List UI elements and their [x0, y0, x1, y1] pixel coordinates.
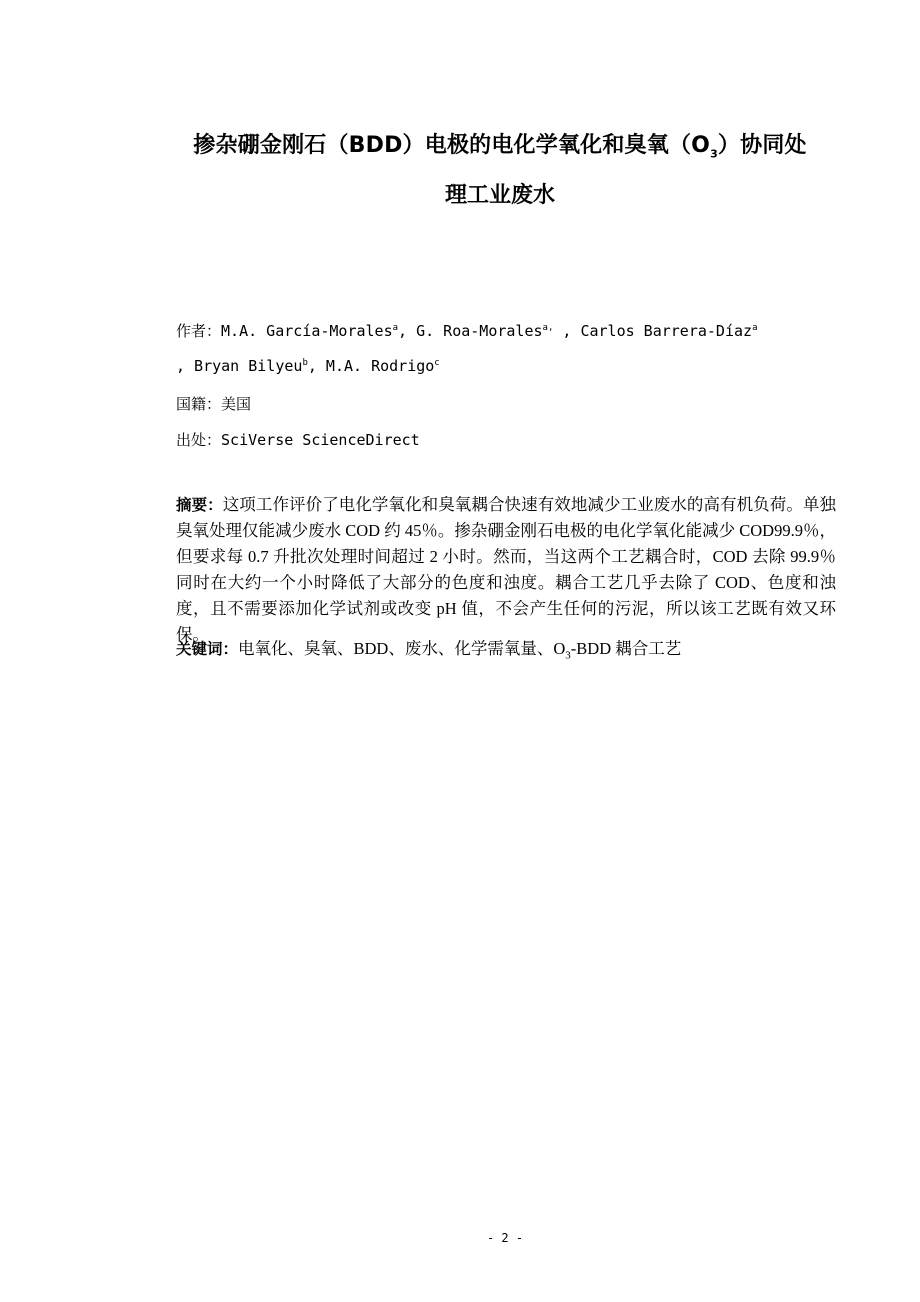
- paper-title-line-1: 掺杂硼金刚石（BDD）电极的电化学氧化和臭氧$(O_3)$协同处: [193, 133, 807, 161]
- abstract-paragraph: [176, 492, 836, 648]
- keywords-line: 关键词：电氧化、臭氧、BDD、废水、化学需氧量、$O_3$-BDD 耦合工艺: [176, 639, 682, 662]
- source-line: 出处：SciVerse ScienceDirect: [176, 431, 420, 449]
- nationality-line: 国籍：美国: [176, 395, 252, 413]
- keywords-label: 关键词：: [176, 640, 239, 658]
- page-number: - 2 -: [486, 1231, 524, 1245]
- abstract-text: 这项工作评价了电化学氧化和臭氧耦合快速有效地减少工业废水的高有机负荷。单独臭氧处理仅能减少废水 COD 约 45％。掺杂硼金刚石电极的电化学氧化能减少 COD99.9％，但要求每 0.7 升批次处理时间超过 2 小时。然而，当这两个工艺耦合时，COD 去除 99.9％同时在大约一个小时降低了大部分的色度和浊度。耦合工艺几乎去除了 COD、色度和浊度，且不需要添加化学试剂或改变 pH 值，不会产生任何的污泥，所以该工艺既有效又环保。: [176, 495, 836, 644]
- abstract-label: 摘要：: [176, 496, 223, 514]
- authors-line-2: , Bryan Bilyeu$^b$, M.A. Rodrigo$^c$: [176, 357, 440, 375]
- paper-title-line-2: 理工业废水: [444, 183, 555, 208]
- authors-line-1: 作者：M.A. García-Morales$^a$, G. Roa-Morales$^{a,}$ , Carlos Barrera-Díaz$^a$: [176, 322, 758, 340]
